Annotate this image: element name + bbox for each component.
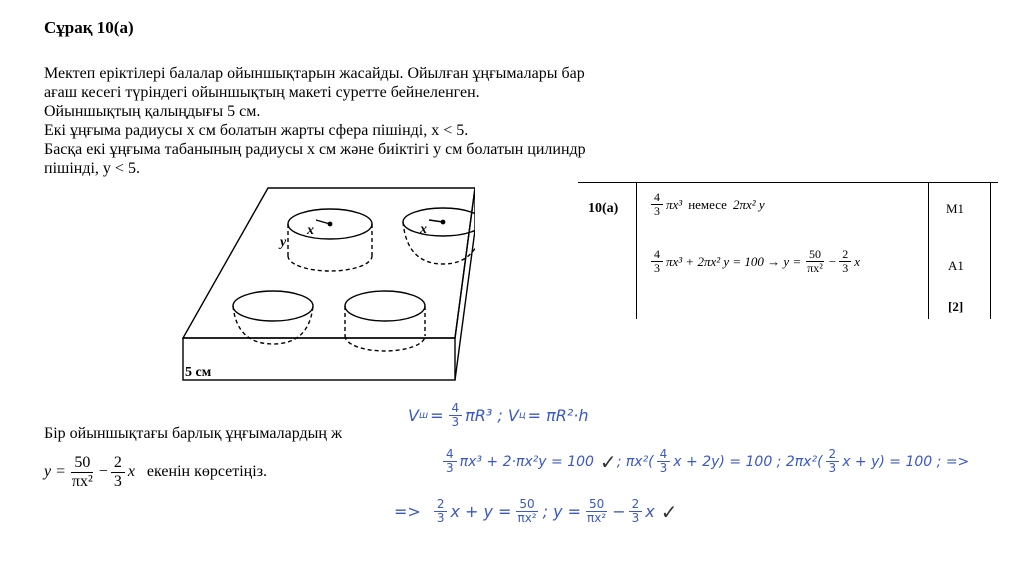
question-line: пішінді, y < 5. (44, 160, 140, 177)
question-line: Екі ұңғыма радиусы x см болатын жарты сфера пішінді, x < 5. (44, 122, 469, 139)
block-top-face (183, 188, 475, 338)
fraction: $\frac{4}{3}$ (651, 248, 663, 275)
fraction: $\frac{2}{3}$ (839, 248, 851, 275)
toy-block-diagram (175, 180, 475, 390)
fraction: $\frac{50}{\text{πx²}}$ (517, 497, 537, 525)
fraction: $\frac{50}{\text{πx²}}$ (71, 453, 93, 490)
fraction: $\frac{4}{3}$ (449, 402, 463, 429)
question-line: Басқа екі ұңғыма табанының радиусы x см және биіктігі y см болатын цилиндр (44, 141, 586, 158)
fraction: $\frac{2}{3}$ (826, 448, 840, 475)
fraction: $\frac{4}{3}$ (443, 448, 457, 475)
hemisphere-hole-bottom (233, 291, 313, 321)
question-line: Ойыншықтың қалыңдығы 5 см. (44, 103, 261, 120)
fraction: $\frac{50}{\text{πx²}}$ (587, 497, 607, 525)
handwritten-volumes: V ш = $\frac{4}{3}$ πR³ ; V ц = πR²·h (408, 401, 589, 429)
task-text: Бір ойыншықтағы барлық ұңғымалардың ж (44, 425, 343, 442)
target-formula: y = $\frac{50}{\text{πx²}}$ − $\frac{2}{3}$ x екенін көрсетіңіз. (44, 453, 268, 490)
fraction: $\frac{2}{3}$ (111, 454, 125, 491)
handwritten-result: => $\frac{2}{3}$ x + y = $\frac{50}{\text{πx²}}$ ; y = $\frac{50}{\text{πx²}}$ − $\frac{2}{3}$ x ✓ (394, 497, 678, 525)
mark-total: [2] (948, 299, 964, 314)
mark-m1: M1 (946, 201, 965, 216)
handwritten-equation: $\frac{4}{3}$ πx³ + 2·πx²y = 100 ✓ ; πx²( $\frac{4}{3}$ x + 2y) = 100 ; 2πx²( $\frac{2}{3}$ x + y) = 100 ; => (440, 448, 969, 475)
label-x-cylinder: x (307, 223, 314, 238)
check-mark-icon: ✓ (599, 449, 617, 474)
question-title: Сұрақ 10(a) (44, 18, 134, 37)
fraction: $\frac{2}{3}$ (629, 498, 643, 525)
question-number: 10(a) (588, 201, 619, 216)
fraction: $\frac{4}{3}$ (651, 191, 663, 218)
check-mark-icon: ✓ (660, 499, 678, 524)
fraction: $\frac{4}{3}$ (657, 448, 671, 475)
question-line: Мектеп еріктілері балалар ойыншықтарын жасайды. Ойылған ұңғымалары бар (44, 65, 585, 82)
mark-row-method: $\frac{4}{3}$ πx³ немесе 2πx² y (648, 191, 765, 218)
fraction: $\frac{50}{\text{πx²}}$ (807, 247, 823, 275)
question-line: ағаш кесегі түріндегі ойыншықтың макеті суретте бейнеленген. (44, 84, 480, 101)
mark-a1: A1 (948, 258, 964, 273)
label-x-hemisphere: x (420, 222, 427, 237)
cylinder-hole-bottom (345, 291, 425, 321)
block-front-face (183, 338, 455, 380)
label-y-height: y (280, 235, 287, 250)
mark-scheme-table (578, 182, 998, 319)
fraction: $\frac{2}{3}$ (434, 498, 448, 525)
question-text (44, 64, 704, 178)
mark-row-answer: $\frac{4}{3}$ πx³ + 2πx² y = 100 → y = $\frac{50}{\text{πx²}}$ − $\frac{2}{3}$ x (648, 248, 860, 275)
label-thickness: 5 см (185, 365, 212, 380)
